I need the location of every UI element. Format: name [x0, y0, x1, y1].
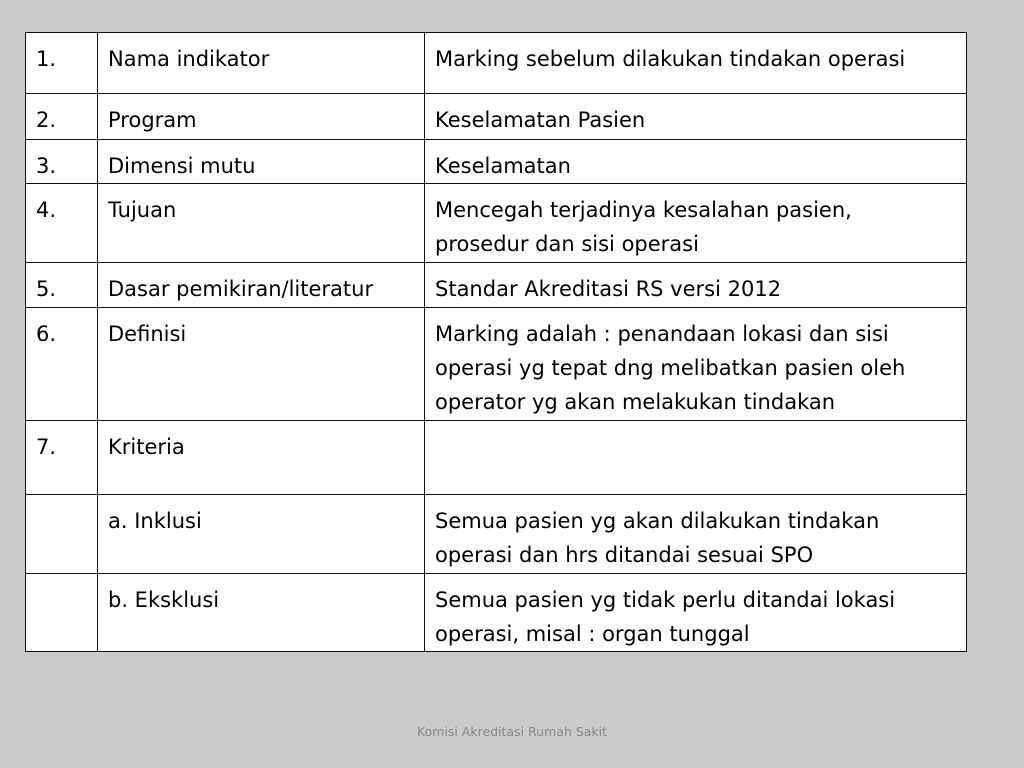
- table-row: [26, 33, 967, 94]
- row-value: [425, 94, 967, 140]
- row-number: [26, 574, 98, 652]
- row-value: [425, 421, 967, 495]
- row-label: b. Eksklusi: [98, 574, 425, 652]
- table-row: [26, 263, 967, 308]
- row-label: Nama indikator: [98, 33, 425, 94]
- row-number: 3.: [26, 140, 98, 184]
- table-row: [26, 421, 967, 495]
- value-line: Semua pasien yg tidak perlu ditandai lokasi: [435, 588, 896, 612]
- indicator-table: [25, 32, 967, 652]
- value-line: operator yg akan melakukan tindakan: [435, 390, 836, 414]
- row-label: Dasar pemikiran/literatur: [98, 263, 425, 308]
- row-label: Dimensi mutu: [98, 140, 425, 184]
- value-line: operasi, misal : organ tunggal: [435, 622, 750, 646]
- table-row: [26, 574, 967, 652]
- row-value: [425, 263, 967, 308]
- value-line: Keselamatan: [435, 154, 571, 178]
- footer-text: Komisi Akreditasi Rumah Sakit: [416, 724, 608, 739]
- value-line: Semua pasien yg akan dilakukan tindakan: [435, 509, 880, 533]
- row-label: Tujuan: [98, 184, 425, 263]
- row-value: [425, 184, 967, 263]
- table-row: [26, 184, 967, 263]
- row-label: Kriteria: [98, 421, 425, 495]
- row-number: 7.: [26, 421, 98, 495]
- value-line: Marking adalah : penandaan lokasi dan sisi: [435, 322, 889, 346]
- row-label: a. Inklusi: [98, 495, 425, 574]
- row-label: Definisi: [98, 308, 425, 421]
- row-value: [425, 308, 967, 421]
- value-line: Keselamatan Pasien: [435, 108, 646, 132]
- row-number: [26, 495, 98, 574]
- value-line: Marking sebelum dilakukan tindakan operasi: [435, 47, 906, 71]
- row-number: 2.: [26, 94, 98, 140]
- table-row: [26, 308, 967, 421]
- row-value: [425, 574, 967, 652]
- row-value: [425, 33, 967, 94]
- row-label: Program: [98, 94, 425, 140]
- value-line: prosedur dan sisi operasi: [435, 232, 699, 256]
- table-row: [26, 495, 967, 574]
- value-line: operasi yg tepat dng melibatkan pasien oleh: [435, 356, 906, 380]
- value-line: Mencegah terjadinya kesalahan pasien,: [435, 198, 852, 222]
- row-value: [425, 140, 967, 184]
- value-line: Standar Akreditasi RS versi 2012: [435, 277, 782, 301]
- row-number: 4.: [26, 184, 98, 263]
- table-row: [26, 140, 967, 184]
- table-row: [26, 94, 967, 140]
- row-number: 6.: [26, 308, 98, 421]
- row-number: 5.: [26, 263, 98, 308]
- row-value: [425, 495, 967, 574]
- value-line: operasi dan hrs ditandai sesuai SPO: [435, 543, 814, 567]
- row-number: 1.: [26, 33, 98, 94]
